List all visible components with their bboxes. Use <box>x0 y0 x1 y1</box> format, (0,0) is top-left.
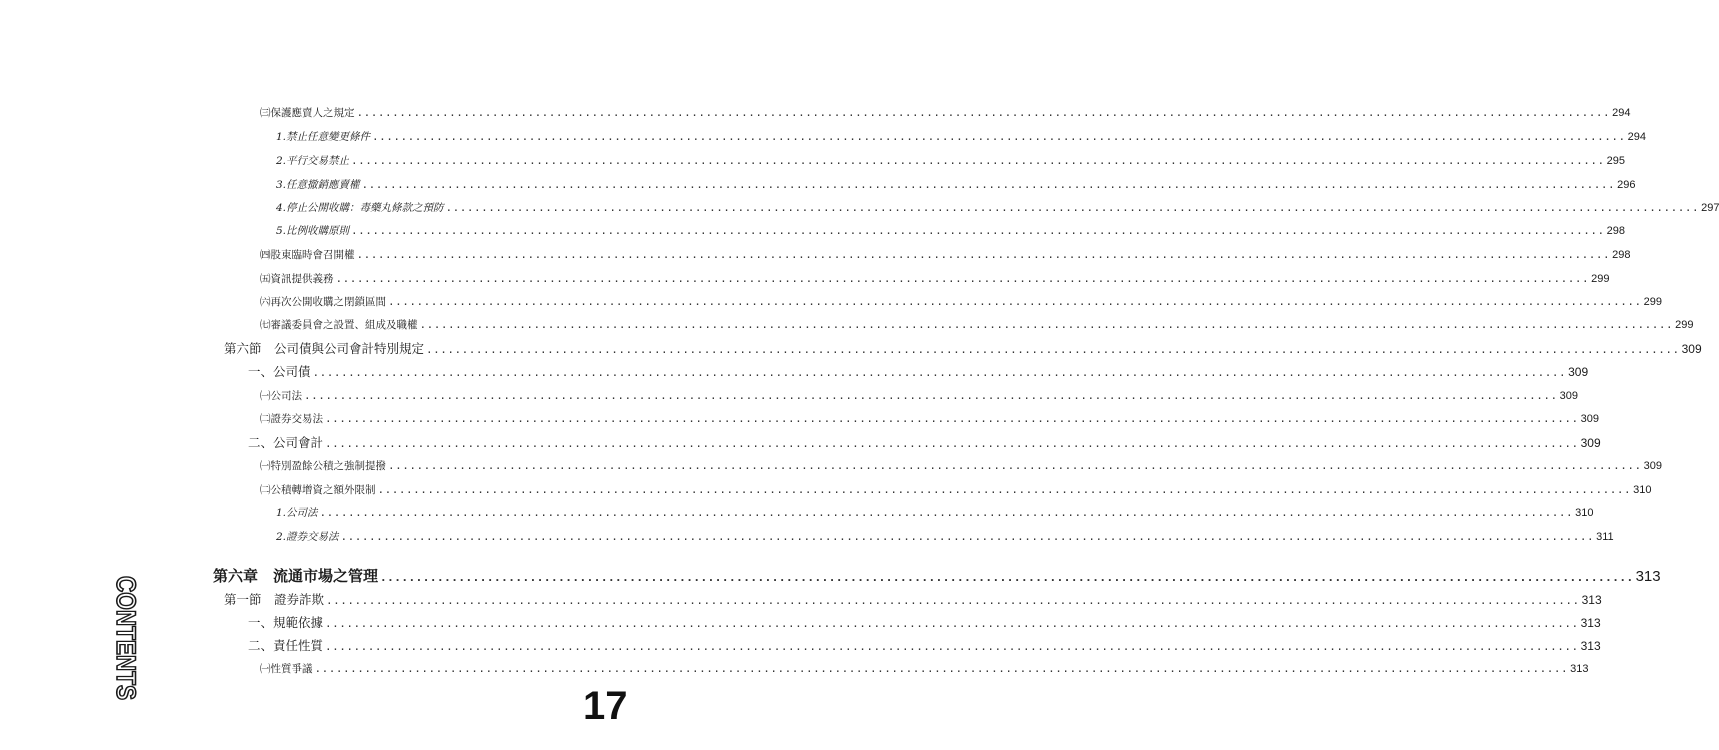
toc-entry-label: 2.證券交易法 <box>276 531 339 543</box>
toc-entry-page: 299 <box>1643 296 1662 308</box>
page-number: 17 <box>583 684 628 728</box>
toc-entry-label: ㈢保護應賣人之規定 <box>260 107 355 119</box>
toc-entry <box>276 223 1625 239</box>
leader-dots <box>420 317 1674 333</box>
toc-entry <box>248 364 1589 381</box>
leader-dots <box>304 388 1558 404</box>
toc-section <box>224 341 1702 358</box>
toc-entry <box>276 529 1614 545</box>
leader-dots <box>388 294 1642 310</box>
contents-text: CONTENTS <box>110 576 141 725</box>
leader-dots <box>362 177 1616 193</box>
toc-entry <box>248 435 1601 452</box>
toc-chapter <box>213 566 1661 588</box>
toc-entry-label: ㈡公積轉增資之額外限制 <box>260 484 376 496</box>
toc-entry-label: 4.停止公開收購：毒藥丸條款之預防 <box>276 202 444 214</box>
leader-dots <box>326 593 1580 609</box>
toc-entry-page: 313 <box>1580 616 1601 630</box>
toc-entry <box>248 615 1601 632</box>
toc-entry-page: 309 <box>1643 460 1662 472</box>
leader-dots <box>325 639 1579 655</box>
toc-entry-label: 5.比例收購原則 <box>276 225 350 237</box>
leader-dots <box>336 271 1590 287</box>
toc-entry-label: ㈠公司法 <box>260 390 302 402</box>
toc-entry <box>276 177 1636 193</box>
toc-entry-page: 313 <box>1581 593 1602 607</box>
toc-entry-label: ㈤資訊提供義務 <box>260 273 334 285</box>
toc-entry <box>260 317 1694 333</box>
toc-entry-label: 3.任意撤銷應賣權 <box>276 179 360 191</box>
toc-entry-label: ㈡證券交易法 <box>260 413 323 425</box>
toc-entry-label: 二、責任性質 <box>248 639 324 653</box>
toc-entry-page: 297 <box>1701 202 1719 214</box>
toc-entry-label: 二、公司會計 <box>248 436 324 450</box>
toc-entry-page: 311 <box>1596 531 1614 543</box>
toc-entry <box>260 247 1631 263</box>
toc-entry <box>260 271 1610 287</box>
leader-dots <box>351 153 1605 169</box>
leader-dots <box>372 129 1626 145</box>
leader-dots <box>325 436 1579 452</box>
leader-dots <box>446 200 1700 216</box>
toc-entry-page: 313 <box>1570 663 1589 675</box>
toc-entry <box>260 105 1631 121</box>
toc-entry-page: 294 <box>1612 107 1631 119</box>
toc-entry <box>260 458 1662 474</box>
toc-entry-page: 310 <box>1575 507 1594 519</box>
toc-entry <box>260 294 1662 310</box>
toc-entry-label: ㈠特別盈餘公積之強制提撥 <box>260 460 386 472</box>
toc-entry-label: 第六節 公司債與公司會計特別規定 <box>224 342 425 356</box>
contents-vertical-text <box>110 572 164 725</box>
contents-side-label <box>110 572 164 725</box>
toc-entry <box>276 505 1594 521</box>
leader-dots <box>325 616 1579 632</box>
toc-entry-page: 299 <box>1591 273 1610 285</box>
toc-entry-page: 309 <box>1580 413 1599 425</box>
leader-dots <box>388 458 1642 474</box>
leader-dots <box>315 661 1569 677</box>
leader-dots <box>357 247 1611 263</box>
toc-entry <box>276 200 1719 216</box>
toc-entry <box>260 482 1652 498</box>
toc-entry-page: 299 <box>1675 319 1694 331</box>
toc-entry-label: 2.平行交易禁止 <box>276 155 350 167</box>
toc-entry-page: 310 <box>1633 484 1652 496</box>
toc-entry <box>260 388 1578 404</box>
leader-dots <box>313 365 1567 381</box>
toc-entry-label: 一、公司債 <box>248 365 311 379</box>
toc-entry-label: 第一節 證券詐欺 <box>224 593 325 607</box>
leader-dots <box>325 411 1579 427</box>
toc-entry-page: 295 <box>1606 155 1625 167</box>
toc-entry-label: ㈠性質爭議 <box>260 663 313 675</box>
toc-entry-page: 309 <box>1681 342 1702 356</box>
toc-entry <box>276 129 1646 145</box>
toc-entry-label: 1.禁止任意變更條件 <box>276 131 371 143</box>
leader-dots <box>426 342 1680 358</box>
toc-entry-label: 1.公司法 <box>276 507 318 519</box>
toc-section <box>224 592 1602 609</box>
toc-entry-page: 313 <box>1635 568 1661 585</box>
toc-entry-page: 294 <box>1627 131 1646 143</box>
toc-entry-page: 309 <box>1580 436 1601 450</box>
toc-entry <box>260 411 1599 427</box>
toc-entry-page: 298 <box>1612 249 1631 261</box>
toc-entry-page: 309 <box>1559 390 1578 402</box>
toc-entry-label: 一、規範依據 <box>248 616 324 630</box>
toc-chapter-label: 第六章 流通市場之管理 <box>213 567 379 585</box>
toc-entry-label: ㈣股東臨時會召開權 <box>260 249 355 261</box>
leader-dots <box>378 482 1632 498</box>
leader-dots <box>351 223 1605 239</box>
toc-entry <box>260 661 1589 677</box>
leader-dots <box>380 568 1634 588</box>
toc-entry-page: 298 <box>1606 225 1625 237</box>
leader-dots <box>341 529 1595 545</box>
toc-entry-page: 309 <box>1568 365 1589 379</box>
toc-entry-label: ㈦審議委員會之設置、組成及職權 <box>260 319 418 331</box>
toc-entry-page: 313 <box>1580 639 1601 653</box>
toc-entry-label: ㈥再次公開收購之閉鎖區間 <box>260 296 386 308</box>
leader-dots <box>357 105 1611 121</box>
toc-entry <box>248 638 1601 655</box>
toc-entry <box>276 153 1625 169</box>
leader-dots <box>320 505 1574 521</box>
toc-entry-page: 296 <box>1617 179 1636 191</box>
